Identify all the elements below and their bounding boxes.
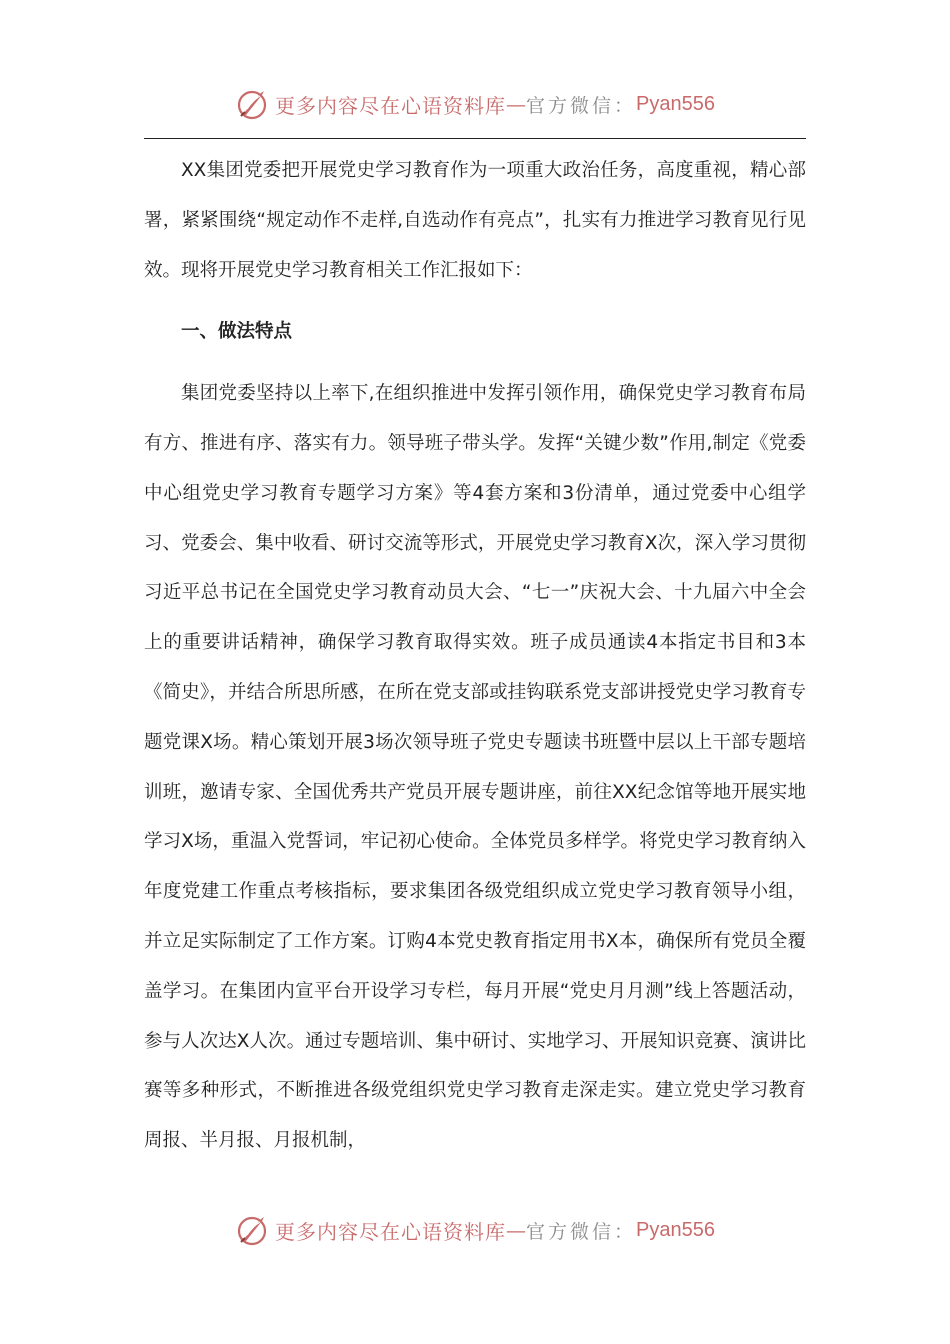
header-separator: — (506, 92, 526, 116)
footer-banner (0, 1210, 950, 1250)
section-title: 一、做法特点 (181, 321, 293, 343)
quill-pen-logo-icon (235, 1213, 269, 1247)
header-banner (0, 84, 950, 124)
quill-pen-logo-icon (235, 87, 269, 121)
header-wechat-id: Pyan556 (636, 92, 715, 115)
header-slogan: 更多内容尽在心语资料库 (275, 93, 506, 118)
header-divider (144, 138, 806, 139)
footer-wechat-label: 官方微信： (526, 1220, 637, 1243)
intro-paragraph: XX集团党委把开展党史学习教育作为一项重大政治任务，高度重视，精心部署，紧紧围绕“规定动作不走样,自选动作有亮点”，扎实有力推进学习教育见行见效。现将开展党史学习教育相关工作汇报如下： (144, 160, 806, 281)
footer-wechat-id: Pyan556 (636, 1218, 715, 1241)
document-body (144, 146, 806, 1166)
header-wechat-label: 官方微信： (526, 94, 637, 117)
body-paragraph: 集团党委坚持以上率下,在组织推进中发挥引领作用，确保党史学习教育布局有方、推进有序、落实有力。领导班子带头学。发挥“关键少数”作用,制定《党委中心组党史学习教育专题学习方案》等4套方案和3份清单，通过党委中心组学习、党委会、集中收看、研讨交流等形式，开展党史学习教育X次，深入学习贯彻习近平总书记在全国党史学习教育动员大会、“七一”庆祝大会、十九届六中全会上的重要讲话精神，确保学习教育取得实效。班子成员通读4本指定书目和3本《简史》，并结合所思所感，在所在党支部或挂钩联系党支部讲授党史学习教育专题党课X场。精心策划开展3场次领导班子党史专题读书班暨中层以上干部专题培训班，邀请专家、全国优秀共产党员开展专题讲座，前往XX纪念馆等地开展实地学习X场，重温入党誓词，牢记初心使命。全体党员多样学。将党史学习教育纳入年度党建工作重点考核指标，要求集团各级党组织成立党史学习教育领导小组，并立足实际制定了工作方案。订购4本党史教育指定用书X本，确保所有党员全覆盖学习。在集团内宣平台开设学习专栏，每月开展“党史月月测”线上答题活动，参与人次达X人次。通过专题培训、集中研讨、实地学习、开展知识竞赛、演讲比赛等多种形式，不断推进各级党组织党史学习教育走深走实。建立党史学习教育周报、半月报、月报机制， (144, 383, 806, 1152)
footer-slogan: 更多内容尽在心语资料库 (275, 1219, 506, 1244)
footer-separator: — (506, 1218, 526, 1242)
